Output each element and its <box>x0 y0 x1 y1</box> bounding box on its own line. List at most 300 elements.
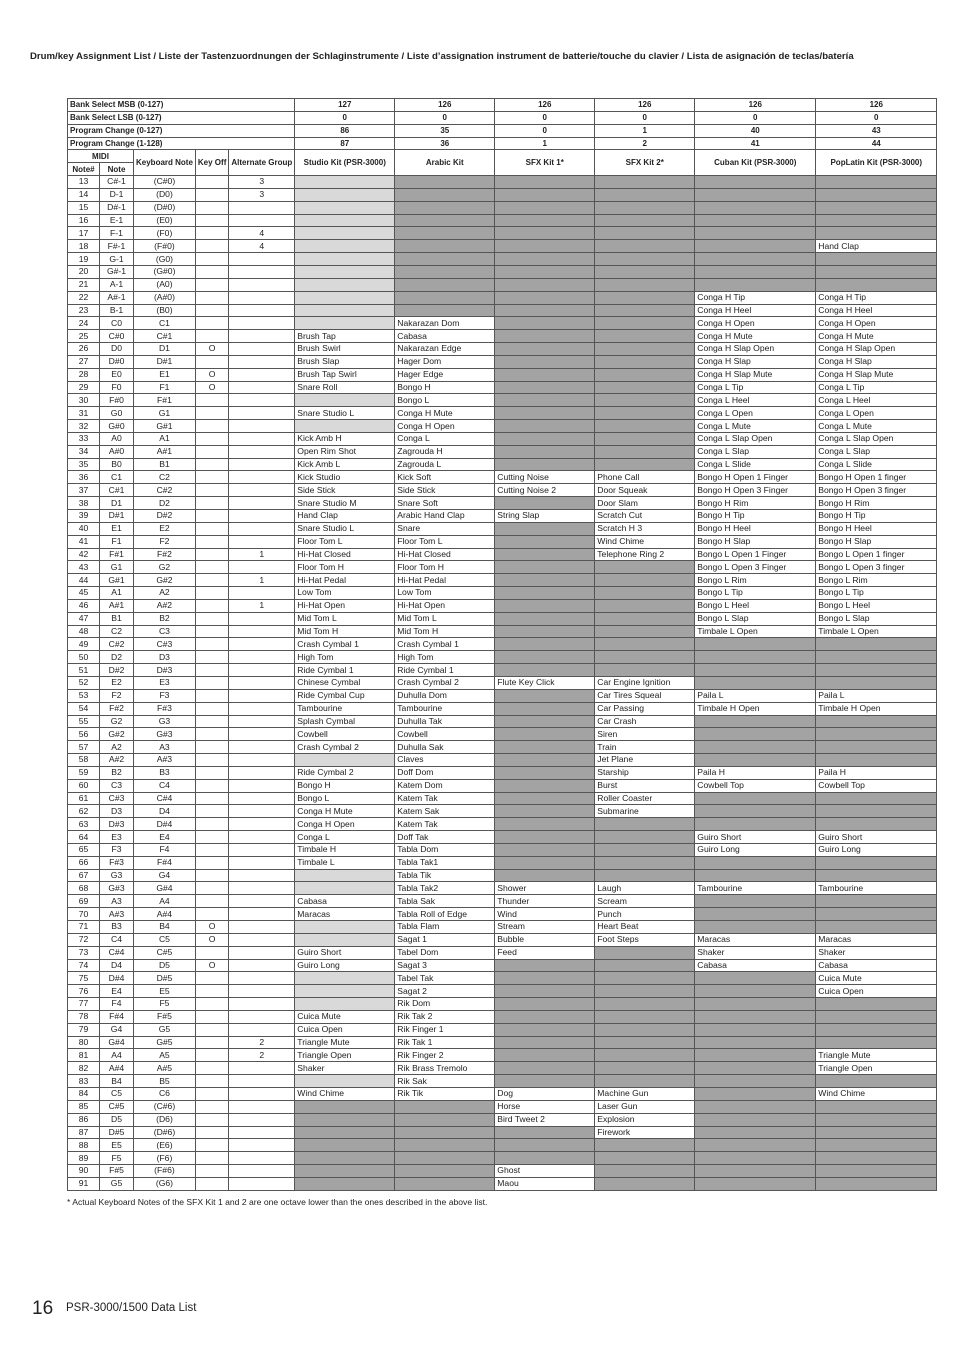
studio-kit-cell <box>295 1100 395 1113</box>
sfx-kit1-cell <box>495 1139 595 1152</box>
sfx-kit2-cell <box>595 574 695 587</box>
table-row <box>68 1113 937 1126</box>
cuban-kit-cell <box>695 856 816 869</box>
sfx-kit2-cell <box>595 651 695 664</box>
note-cell: A#3 <box>100 908 134 921</box>
note-number-cell: 71 <box>68 921 100 934</box>
alternate-group-cell <box>229 1075 295 1088</box>
table-row <box>68 1152 937 1165</box>
alternate-group-cell <box>229 856 295 869</box>
poplatin-kit-cell <box>816 253 937 266</box>
note-number-cell: 68 <box>68 882 100 895</box>
note-number-cell: 25 <box>68 330 100 343</box>
sfx-kit2-cell <box>595 1023 695 1036</box>
cuban-kit-cell: Conga H Slap Open <box>695 343 816 356</box>
studio-kit-cell: Maracas <box>295 908 395 921</box>
note-cell: A#1 <box>100 599 134 612</box>
studio-kit-cell <box>295 265 395 278</box>
table-row <box>68 998 937 1011</box>
studio-kit-cell <box>295 1177 395 1190</box>
cuban-kit-cell: Conga L Heel <box>695 394 816 407</box>
sfx-kit2-cell <box>595 278 695 291</box>
note-cell: D0 <box>100 343 134 356</box>
studio-kit-cell <box>295 921 395 934</box>
sfx-kit1-cell <box>495 188 595 201</box>
table-row <box>68 933 937 946</box>
sfx-kit1-cell: Bubble <box>495 933 595 946</box>
note-cell: F#1 <box>100 548 134 561</box>
key-off-cell <box>195 1036 228 1049</box>
keyboard-note-cell: G5 <box>134 1023 196 1036</box>
key-off-cell <box>195 432 228 445</box>
table-header <box>68 99 937 176</box>
sfx-kit2-cell <box>595 394 695 407</box>
table-row <box>68 985 937 998</box>
poplatin-kit-cell: Bongo H Open 1 finger <box>816 471 937 484</box>
arabic-kit-cell <box>395 1177 495 1190</box>
key-off-cell <box>195 741 228 754</box>
table-row <box>68 946 937 959</box>
poplatin-kit-cell <box>816 1139 937 1152</box>
note-cell: G#1 <box>100 574 134 587</box>
sfx-kit1-cell <box>495 1010 595 1023</box>
poplatin-kit-cell: Conga L Tip <box>816 381 937 394</box>
alternate-group-cell: 2 <box>229 1049 295 1062</box>
sfx-kit2-cell <box>595 201 695 214</box>
note-number-cell: 17 <box>68 227 100 240</box>
sfx-kit1-cell <box>495 1023 595 1036</box>
table-row <box>68 304 937 317</box>
alternate-group-cell <box>229 728 295 741</box>
page-footer-title: PSR-3000/1500 Data List <box>66 1302 197 1314</box>
studio-kit-cell: Kick Amb L <box>295 458 395 471</box>
keyboard-note-cell: C1 <box>134 317 196 330</box>
arabic-kit-cell: Rik Finger 2 <box>395 1049 495 1062</box>
alternate-group-cell <box>229 702 295 715</box>
studio-kit-cell: Guiro Short <box>295 946 395 959</box>
keyboard-note-cell: G#1 <box>134 420 196 433</box>
table-row <box>68 664 937 677</box>
cuban-kit-cell: Paila H <box>695 766 816 779</box>
header-row <box>68 137 937 150</box>
note-number-cell: 26 <box>68 343 100 356</box>
sfx-kit1-cell <box>495 381 595 394</box>
poplatin-kit-cell: Timbale H Open <box>816 702 937 715</box>
keyboard-note-cell: C2 <box>134 471 196 484</box>
note-number-cell: 90 <box>68 1165 100 1178</box>
table-row <box>68 766 937 779</box>
note-number-cell: 64 <box>68 831 100 844</box>
header-value: 1 <box>595 124 695 137</box>
table-row <box>68 291 937 304</box>
sfx-kit2-cell <box>595 330 695 343</box>
poplatin-kit-cell <box>816 1036 937 1049</box>
alternate-group-cell <box>229 921 295 934</box>
key-off-cell <box>195 908 228 921</box>
alternate-group-cell: 3 <box>229 176 295 189</box>
note-cell: A#2 <box>100 754 134 767</box>
alternate-group-cell <box>229 355 295 368</box>
sfx-kit1-cell <box>495 1075 595 1088</box>
poplatin-kit-cell: Timbale L Open <box>816 625 937 638</box>
arabic-kit-cell <box>395 227 495 240</box>
table-row <box>68 1010 937 1023</box>
note-number-cell: 81 <box>68 1049 100 1062</box>
studio-kit-cell: Bongo H <box>295 779 395 792</box>
note-number-cell: 54 <box>68 702 100 715</box>
sfx-kit1-cell <box>495 522 595 535</box>
cuban-kit-cell: Guiro Short <box>695 831 816 844</box>
keyboard-note-cell: C#5 <box>134 946 196 959</box>
poplatin-kit-cell: Bongo L Open 1 finger <box>816 548 937 561</box>
studio-kit-cell <box>295 394 395 407</box>
note-number-cell: 40 <box>68 522 100 535</box>
sfx-kit2-cell <box>595 959 695 972</box>
arabic-kit-cell: Rik Tak 2 <box>395 1010 495 1023</box>
note-number-cell: 72 <box>68 933 100 946</box>
arabic-kit-cell: Tabla Flam <box>395 921 495 934</box>
keyboard-note-cell: F#2 <box>134 548 196 561</box>
table-row <box>68 394 937 407</box>
note-cell: F3 <box>100 843 134 856</box>
studio-kit-cell <box>295 869 395 882</box>
sfx-kit1-cell <box>495 715 595 728</box>
alternate-group-cell <box>229 535 295 548</box>
key-off-cell <box>195 946 228 959</box>
key-off-cell: O <box>195 959 228 972</box>
note-number-cell: 62 <box>68 805 100 818</box>
note-cell: C0 <box>100 317 134 330</box>
sfx-kit2-cell: Machine Gun <box>595 1087 695 1100</box>
poplatin-kit-cell <box>816 728 937 741</box>
alternate-group-cell <box>229 394 295 407</box>
arabic-kit-cell: Nakarazan Dom <box>395 317 495 330</box>
arabic-kit-cell: Snare Soft <box>395 497 495 510</box>
sfx-kit1-cell <box>495 1126 595 1139</box>
sfx-kit1-cell <box>495 561 595 574</box>
kit-name-header: SFX Kit 2* <box>595 150 695 176</box>
arabic-kit-cell <box>395 1165 495 1178</box>
arabic-kit-cell: Zagrouda L <box>395 458 495 471</box>
header-value: 126 <box>495 99 595 112</box>
arabic-kit-cell: Duhulla Sak <box>395 741 495 754</box>
alternate-group-cell: 1 <box>229 574 295 587</box>
keyboard-note-cell: (D0) <box>134 188 196 201</box>
poplatin-kit-cell <box>816 176 937 189</box>
key-off-cell <box>195 188 228 201</box>
note-cell: D#0 <box>100 355 134 368</box>
kit-name-header: Cuban Kit (PSR-3000) <box>695 150 816 176</box>
table-row <box>68 792 937 805</box>
keyboard-note-cell: C#2 <box>134 484 196 497</box>
alternate-group-cell <box>229 946 295 959</box>
sfx-kit2-cell <box>595 1010 695 1023</box>
cuban-kit-cell <box>695 638 816 651</box>
note-number-cell: 44 <box>68 574 100 587</box>
sfx-kit2-cell: Door Squeak <box>595 484 695 497</box>
header-value: 0 <box>295 111 395 124</box>
sfx-kit1-cell <box>495 420 595 433</box>
sfx-kit1-cell: Ghost <box>495 1165 595 1178</box>
poplatin-kit-cell: Conga L Slap Open <box>816 432 937 445</box>
cuban-kit-cell: Bongo L Heel <box>695 599 816 612</box>
header-value: 43 <box>816 124 937 137</box>
studio-kit-cell: Side Stick <box>295 484 395 497</box>
studio-kit-cell: Cabasa <box>295 895 395 908</box>
alternate-group-cell <box>229 651 295 664</box>
alternate-group-cell <box>229 291 295 304</box>
poplatin-kit-cell <box>816 1023 937 1036</box>
cuban-kit-cell <box>695 1010 816 1023</box>
alternate-group-cell <box>229 1062 295 1075</box>
poplatin-kit-cell <box>816 754 937 767</box>
studio-kit-cell: Tambourine <box>295 702 395 715</box>
cuban-kit-cell: Tambourine <box>695 882 816 895</box>
table-row <box>68 484 937 497</box>
table-row <box>68 1023 937 1036</box>
alternate-group-cell <box>229 792 295 805</box>
note-number-cell: 30 <box>68 394 100 407</box>
studio-kit-cell: Mid Tom L <box>295 612 395 625</box>
table-row <box>68 355 937 368</box>
sfx-kit2-cell: Train <box>595 741 695 754</box>
table-row <box>68 741 937 754</box>
table-row <box>68 1075 937 1088</box>
poplatin-kit-cell <box>816 188 937 201</box>
note-cell: A#0 <box>100 445 134 458</box>
key-off-cell: O <box>195 933 228 946</box>
cuban-kit-cell <box>695 214 816 227</box>
cuban-kit-cell: Conga H Slap Mute <box>695 368 816 381</box>
keyboard-note-cell: C#1 <box>134 330 196 343</box>
key-off-cell <box>195 176 228 189</box>
studio-kit-cell: Wind Chime <box>295 1087 395 1100</box>
note-number-cell: 29 <box>68 381 100 394</box>
keyboard-note-cell: G4 <box>134 869 196 882</box>
key-off-cell <box>195 291 228 304</box>
note-number-cell: 35 <box>68 458 100 471</box>
key-off-cell <box>195 445 228 458</box>
sfx-kit1-cell <box>495 856 595 869</box>
note-number-cell: 22 <box>68 291 100 304</box>
table-row <box>68 1126 937 1139</box>
note-cell: C#0 <box>100 330 134 343</box>
note-cell: B1 <box>100 612 134 625</box>
note-cell: D3 <box>100 805 134 818</box>
note-cell: A#4 <box>100 1062 134 1075</box>
keyboard-note-cell: F#4 <box>134 856 196 869</box>
studio-kit-cell: Ride Cymbal 1 <box>295 664 395 677</box>
table-row <box>68 471 937 484</box>
table-row <box>68 676 937 689</box>
poplatin-kit-cell <box>816 676 937 689</box>
note-cell: E0 <box>100 368 134 381</box>
key-off-cell <box>195 818 228 831</box>
note-cell: B-1 <box>100 304 134 317</box>
note-cell: F2 <box>100 689 134 702</box>
table-row <box>68 561 937 574</box>
sfx-kit2-cell <box>595 432 695 445</box>
alternate-group-cell: 1 <box>229 548 295 561</box>
alternate-group-cell <box>229 471 295 484</box>
studio-kit-cell: Snare Studio L <box>295 407 395 420</box>
note-number-cell: 65 <box>68 843 100 856</box>
note-number-cell: 45 <box>68 587 100 600</box>
poplatin-kit-cell: Paila L <box>816 689 937 702</box>
cuban-kit-cell <box>695 869 816 882</box>
drum-assignment-table <box>67 98 937 1191</box>
key-off-cell <box>195 676 228 689</box>
note-number-cell: 13 <box>68 176 100 189</box>
alternate-group-cell <box>229 317 295 330</box>
note-number-cell: 84 <box>68 1087 100 1100</box>
poplatin-kit-cell <box>816 856 937 869</box>
arabic-kit-cell: Conga L <box>395 432 495 445</box>
alternate-group-cell <box>229 754 295 767</box>
poplatin-kit-cell: Conga H Tip <box>816 291 937 304</box>
cuban-kit-cell <box>695 754 816 767</box>
note-cell: B0 <box>100 458 134 471</box>
note-number-cell: 52 <box>68 676 100 689</box>
arabic-kit-cell <box>395 265 495 278</box>
alternate-group-header: Alternate Group <box>229 150 295 176</box>
note-cell: F#4 <box>100 1010 134 1023</box>
poplatin-kit-cell: Conga L Slide <box>816 458 937 471</box>
poplatin-kit-cell: Conga L Open <box>816 407 937 420</box>
cuban-kit-cell: Conga L Mute <box>695 420 816 433</box>
note-cell: C#3 <box>100 792 134 805</box>
studio-kit-cell: Floor Tom L <box>295 535 395 548</box>
header-value: 0 <box>595 111 695 124</box>
table-row <box>68 818 937 831</box>
key-off-cell <box>195 972 228 985</box>
kit-name-header: Studio Kit (PSR-3000) <box>295 150 395 176</box>
alternate-group-cell <box>229 201 295 214</box>
header-value: 0 <box>495 111 595 124</box>
cuban-kit-cell <box>695 792 816 805</box>
table-row <box>68 574 937 587</box>
keyboard-note-cell: (C#0) <box>134 176 196 189</box>
sfx-kit2-cell: Punch <box>595 908 695 921</box>
footnote: * Actual Keyboard Notes of the SFX Kit 1 and 2 are one octave lower than the ones described in the above list. <box>67 1197 488 1207</box>
arabic-kit-cell: Mid Tom H <box>395 625 495 638</box>
cuban-kit-cell <box>695 253 816 266</box>
sfx-kit2-cell <box>595 355 695 368</box>
studio-kit-cell <box>295 227 395 240</box>
sfx-kit1-cell <box>495 831 595 844</box>
studio-kit-cell: Hi-Hat Closed <box>295 548 395 561</box>
keyboard-note-cell: D1 <box>134 343 196 356</box>
studio-kit-cell <box>295 420 395 433</box>
sfx-kit2-cell: Burst <box>595 779 695 792</box>
key-off-cell <box>195 895 228 908</box>
note-number-cell: 42 <box>68 548 100 561</box>
poplatin-kit-cell: Conga L Heel <box>816 394 937 407</box>
sfx-kit2-cell <box>595 214 695 227</box>
keyboard-note-cell: C4 <box>134 779 196 792</box>
sfx-kit2-cell: Telephone Ring 2 <box>595 548 695 561</box>
alternate-group-cell <box>229 933 295 946</box>
key-off-cell <box>195 715 228 728</box>
sfx-kit2-cell <box>595 343 695 356</box>
arabic-kit-cell: Mid Tom L <box>395 612 495 625</box>
cuban-kit-cell: Bongo L Slap <box>695 612 816 625</box>
table-row <box>68 1049 937 1062</box>
alternate-group-cell <box>229 445 295 458</box>
note-number-cell: 73 <box>68 946 100 959</box>
keyboard-note-cell: D#3 <box>134 664 196 677</box>
header-value: 36 <box>395 137 495 150</box>
arabic-kit-cell: Bongo H <box>395 381 495 394</box>
table-row <box>68 368 937 381</box>
alternate-group-cell <box>229 497 295 510</box>
kit-name-header: PopLatin Kit (PSR-3000) <box>816 150 937 176</box>
sfx-kit1-cell <box>495 625 595 638</box>
keyboard-note-cell: G1 <box>134 407 196 420</box>
alternate-group-cell <box>229 664 295 677</box>
header-label: Bank Select MSB (0-127) <box>68 99 295 112</box>
key-off-cell <box>195 779 228 792</box>
sfx-kit2-cell <box>595 1036 695 1049</box>
alternate-group-cell <box>229 895 295 908</box>
arabic-kit-cell: Duhulla Tak <box>395 715 495 728</box>
alternate-group-cell <box>229 1023 295 1036</box>
arabic-kit-cell <box>395 188 495 201</box>
header-value: 0 <box>495 124 595 137</box>
sfx-kit1-cell <box>495 343 595 356</box>
arabic-kit-cell: Sagat 2 <box>395 985 495 998</box>
studio-kit-cell: Low Tom <box>295 587 395 600</box>
key-off-cell <box>195 882 228 895</box>
sfx-kit2-cell: Laser Gun <box>595 1100 695 1113</box>
arabic-kit-cell: Cowbell <box>395 728 495 741</box>
page-number: 16 <box>32 1298 54 1319</box>
alternate-group-cell <box>229 805 295 818</box>
note-cell: C#-1 <box>100 176 134 189</box>
studio-kit-cell: Brush Tap <box>295 330 395 343</box>
sfx-kit2-cell <box>595 458 695 471</box>
cuban-kit-cell: Bongo L Open 1 Finger <box>695 548 816 561</box>
table-row <box>68 420 937 433</box>
note-number-cell: 43 <box>68 561 100 574</box>
note-cell: E1 <box>100 522 134 535</box>
arabic-kit-cell: Tabel Dom <box>395 946 495 959</box>
arabic-kit-cell: Katem Tak <box>395 818 495 831</box>
arabic-kit-cell: Rik Tak 1 <box>395 1036 495 1049</box>
kit-name-header: SFX Kit 1* <box>495 150 595 176</box>
keyboard-note-cell: F1 <box>134 381 196 394</box>
table-row <box>68 1139 937 1152</box>
key-off-cell <box>195 265 228 278</box>
alternate-group-cell <box>229 1177 295 1190</box>
poplatin-kit-cell <box>816 908 937 921</box>
arabic-kit-cell: Doff Tak <box>395 831 495 844</box>
studio-kit-cell: Mid Tom H <box>295 625 395 638</box>
note-cell: D#1 <box>100 510 134 523</box>
keyboard-note-cell: G#4 <box>134 882 196 895</box>
note-number-cell: 14 <box>68 188 100 201</box>
sfx-kit2-cell: Jet Plane <box>595 754 695 767</box>
studio-kit-cell: Cuica Mute <box>295 1010 395 1023</box>
key-off-cell <box>195 1139 228 1152</box>
header-value: 126 <box>695 99 816 112</box>
keyboard-note-cell: G#5 <box>134 1036 196 1049</box>
keyboard-note-cell: E1 <box>134 368 196 381</box>
arabic-kit-cell: Rik Dom <box>395 998 495 1011</box>
studio-kit-cell: High Tom <box>295 651 395 664</box>
alternate-group-cell <box>229 715 295 728</box>
arabic-kit-cell <box>395 1126 495 1139</box>
